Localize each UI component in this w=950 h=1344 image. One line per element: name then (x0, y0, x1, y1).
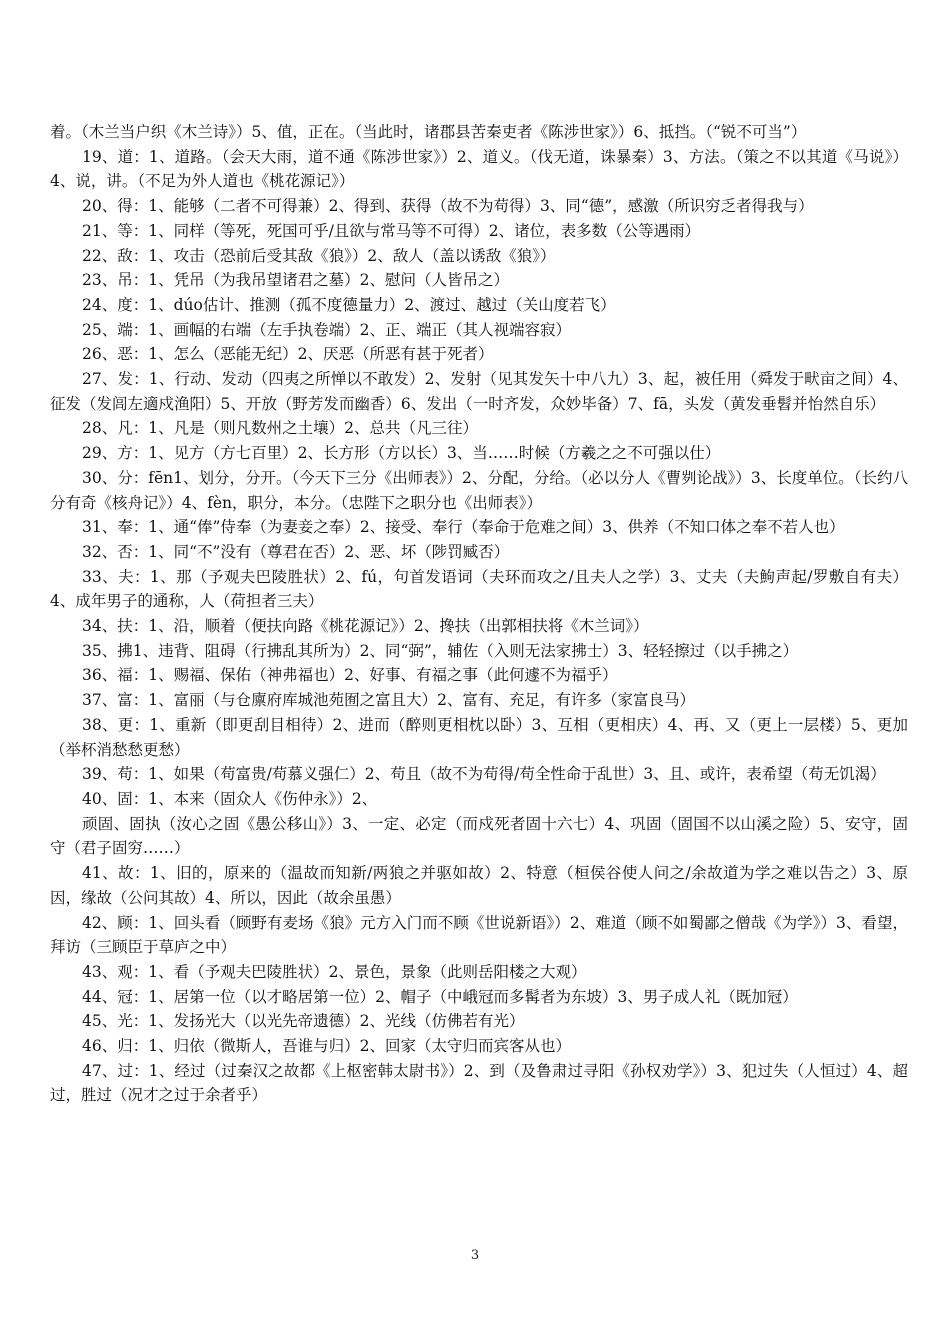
paragraph: 26、恶：1、怎么（恶能无纪）2、厌恶（所恶有甚于死者） (82, 345, 494, 364)
document-body (50, 120, 908, 1108)
paragraph: 20、得：1、能够（二者不可得兼）2、得到、获得（故不为苟得）3、同“德”，感激（所识穷乏者得我与） (82, 197, 814, 216)
paragraph: 21、等：1、同样（等死，死国可乎/且欲与常马等不可得）2、诸位，表多数（公等遇雨） (82, 221, 701, 240)
paragraph: 24、度：1、dúo估计、推测（孤不度德量力）2、渡过、越过（关山度若飞） (82, 295, 616, 314)
paragraph: 30、分：fēn1、划分，分开。（今天下三分《出师表》）2、分配，分给。（必以分人《曹刿论战》）3、长度单位。（长约八分有奇《核舟记》）4、fèn，职分，本分。（忠陛下之职分也《出师表》） (50, 468, 908, 512)
paragraph: 27、发：1、行动、发动（四夷之所惮以不敢发）2、发射（见其发矢十中八九）3、起，被任用（舜发于畎亩之间）4、征发（发闾左適戍渔阳）5、开放（野芳发而幽香）6、发出（一时齐发，众妙毕备）7、fā，头发（黄发垂髫并怡然自乐） (50, 370, 908, 413)
paragraph: 39、苟：1、如果（苟富贵/苟慕义强仁）2、苟且（故不为苟得/苟全性命于乱世）3、且、或许，表希望（苟无饥渴） (82, 765, 886, 784)
paragraph: 19、道：1、道路。（会天大雨，道不通《陈涉世家》）2、道义。（伐无道，诛暴秦）3、方法。（策之不以其道《马说》）4、说，讲。（不足为外人道也《桃花源记》） (50, 147, 908, 191)
page-number: 3 (470, 1248, 480, 1263)
paragraph: 35、拂1、违背、阻碍（行拂乱其所为）2、同“弼”，辅佐（入则无法家拂士）3、轻轻擦过（以手拂之） (82, 641, 799, 660)
paragraph: 47、过：1、经过（过秦汉之故都《上枢密韩太尉书》）2、到（及鲁肃过寻阳《孙权劝学》）3、犯过失（人恒过）4、超过，胜过（况才之过于余者乎） (50, 1061, 908, 1105)
paragraph: 33、夫：1、那（予观夫巴陵胜状）2、fú，句首发语词（夫环而攻之/且夫人之学）3、丈夫（夫鮈声起/罗敷自有夫）4、成年男子的通称，人（荷担者三夫） (50, 567, 908, 611)
paragraph: 28、凡：1、凡是（则凡数州之土壤）2、总共（凡三往） (82, 419, 478, 438)
paragraph: 46、归：1、归依（微斯人，吾谁与归）2、回家（太守归而宾客从也） (82, 1037, 571, 1056)
paragraph: 31、奉：1、通“俸”侍奉（为妻妾之奉）2、接受、奉行（奉命于危难之间）3、供养（不知口体之奉不若人也） (82, 518, 845, 537)
paragraph: 36、福：1、赐福、保佑（神弗福也）2、好事、有福之事（此何遽不为福乎） (82, 666, 618, 685)
paragraph: 40、固：1、本来（固众人《伤仲永》）2、 (82, 789, 378, 808)
paragraph: 34、扶：1、沿，顺着（便扶向路《桃花源记》）2、搀扶（出郭相扶将《木兰词》） (82, 617, 649, 636)
paragraph: 着。（木兰当户织《木兰诗》）5、值，正在。（当此时，诸郡县苦秦吏者《陈涉世家》）6、抵挡。（“锐不可当”） (50, 123, 807, 141)
paragraph: 25、端：1、画幅的右端（左手执卷端）2、正、端正（其人视端容寂） (82, 320, 571, 339)
paragraph: 32、否：1、同“不”没有（尊君在否）2、恶、坏（陟罚臧否） (82, 542, 510, 561)
paragraph: 37、富：1、富丽（与仓廪府库城池苑囿之富且大）2、富有、充足，有许多（家富良马） (82, 691, 695, 710)
paragraph: 41、故：1、旧的，原来的（温故而知新/两狼之并驱如故）2、特意（桓侯谷使人问之/余故道为学之难以告之）3、原因，缘故（公问其故）4、所以，因此（故余虽愚） (50, 864, 908, 907)
paragraph: 45、光：1、发扬光大（以光先帝遗德）2、光线（仿佛若有光） (82, 1012, 525, 1031)
paragraph: 43、观：1、看（予观夫巴陵胜状）2、景色，景象（此则岳阳楼之大观） (82, 962, 587, 981)
paragraph: 顽固、固执（汝心之固《愚公移山》）3、一定、必定（而戍死者固十六七）4、巩固（固国不以山溪之险）5、安守，固守（君子固穷……） (50, 814, 908, 858)
paragraph: 44、冠：1、居第一位（以才略居第一位）2、帽子（中峨冠而多髯者为东坡）3、男子成人礼（既加冠） (82, 987, 798, 1006)
paragraph: 42、顾：1、回头看（顾野有麦场《狼》元方入门而不顾《世说新语》）2、难道（顾不如蜀鄙之僧哉《为学》）3、看望，拜访（三顾臣于草庐之中） (50, 913, 908, 957)
paragraph: 22、敌：1、攻击（恐前后受其敌《狼》）2、敌人（盖以诱敌《狼》） (82, 246, 556, 265)
paragraph: 29、方：1、见方（方七百里）2、长方形（方以长）3、当……时候（方羲之之不可强以仕） (82, 444, 721, 463)
paragraph: 38、更：1、重新（即更刮目相待）2、进而（醉则更相枕以卧）3、互相（更相庆）4、再、又（更上一层楼）5、更加（举杯消愁愁更愁） (50, 715, 908, 759)
paragraph: 23、吊：1、凭吊（为我吊望诸君之墓）2、慰问（人皆吊之） (82, 271, 509, 290)
